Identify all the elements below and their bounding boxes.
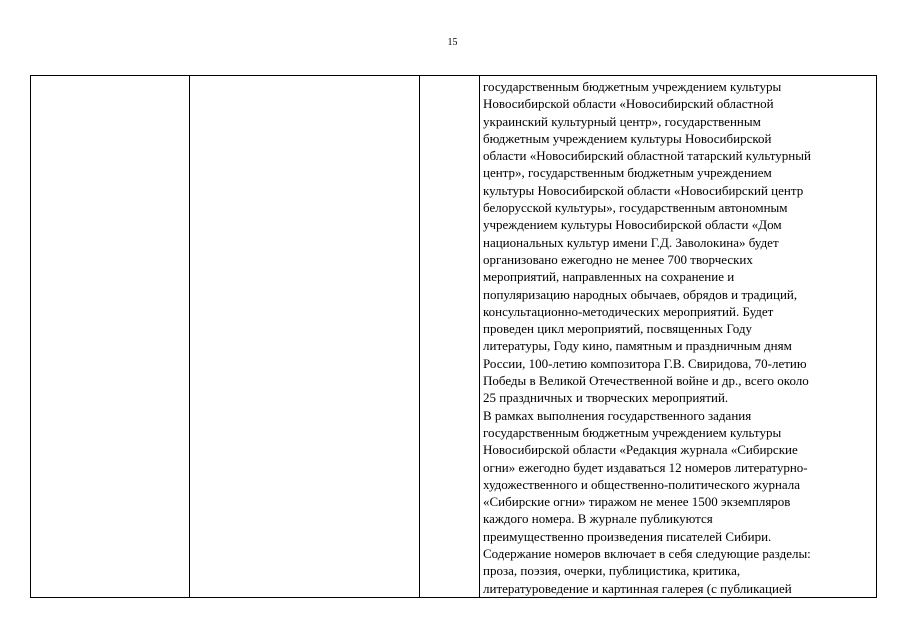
text-line: белорусской культуры», государственным автономным bbox=[483, 200, 788, 216]
text-line: огни» ежегодно будет издаваться 12 номеров литературно- bbox=[483, 459, 808, 475]
text-line: организовано ежегодно не менее 700 творческих bbox=[483, 251, 753, 267]
text-line: «Сибирские огни» тиражом не менее 1500 экземпляров bbox=[483, 494, 791, 510]
text-line: бюджетным учреждением культуры Новосибирской bbox=[483, 130, 772, 146]
text-line: 25 праздничных и творческих мероприятий. bbox=[483, 390, 729, 406]
text-line: центр», государственным бюджетным учреждением bbox=[483, 165, 772, 181]
text-line: проведен цикл мероприятий, посвященных Году bbox=[483, 321, 752, 337]
text-line: национальных культур имени Г.Д. Заволокина» будет bbox=[483, 234, 779, 250]
text-line: России, 100-летию композитора Г.В. Свиридова, 70-летию bbox=[483, 355, 807, 371]
table-cell-2 bbox=[190, 76, 420, 598]
text-line: государственным бюджетным учреждением культуры bbox=[483, 424, 782, 440]
table-cell-1 bbox=[31, 76, 190, 598]
text-line: художественного и общественно-политического журнала bbox=[483, 476, 801, 492]
text-line: учреждением культуры Новосибирской области «Дом bbox=[483, 217, 782, 233]
document-table bbox=[30, 75, 877, 598]
cell-text-body bbox=[483, 78, 872, 597]
text-line: преимущественно произведения писателей Сибири. bbox=[483, 528, 772, 544]
text-line: консультационно-методических мероприятий. Будет bbox=[483, 303, 774, 319]
table-cell-text bbox=[480, 76, 877, 598]
table-cell-3 bbox=[420, 76, 480, 598]
text-line: проза, поэзия, очерки, публицистика, критика, bbox=[483, 563, 741, 579]
text-line: Содержание номеров включает в себя следующие разделы: bbox=[483, 546, 811, 562]
text-line: мероприятий, направленных на сохранение и bbox=[483, 269, 735, 285]
text-line: культуры Новосибирской области «Новосибирский центр bbox=[483, 182, 804, 198]
text-line: Победы в Великой Отечественной войне и др., всего около bbox=[483, 373, 809, 389]
text-line: литературы, Году кино, памятным и праздничным дням bbox=[483, 338, 792, 354]
text-line: государственным бюджетным учреждением культуры bbox=[483, 79, 782, 94]
text-line: Новосибирской области «Новосибирский областной bbox=[483, 96, 774, 112]
text-line: области «Новосибирский областной татарский культурный bbox=[483, 148, 811, 164]
text-line: украинский культурный центр», государственным bbox=[483, 113, 761, 129]
text-line: популяризацию народных обычаев, обрядов и традиций, bbox=[483, 286, 798, 302]
page-number: 15 bbox=[447, 37, 458, 48]
text-line: каждого номера. В журнале публикуются bbox=[483, 511, 713, 527]
text-line: В рамках выполнения государственного задания bbox=[483, 407, 752, 423]
text-line: Новосибирской области «Редакция журнала «Сибирские bbox=[483, 442, 798, 458]
text-line: литературоведение и картинная галерея (с публикацией bbox=[483, 580, 792, 596]
table-row bbox=[31, 76, 877, 598]
